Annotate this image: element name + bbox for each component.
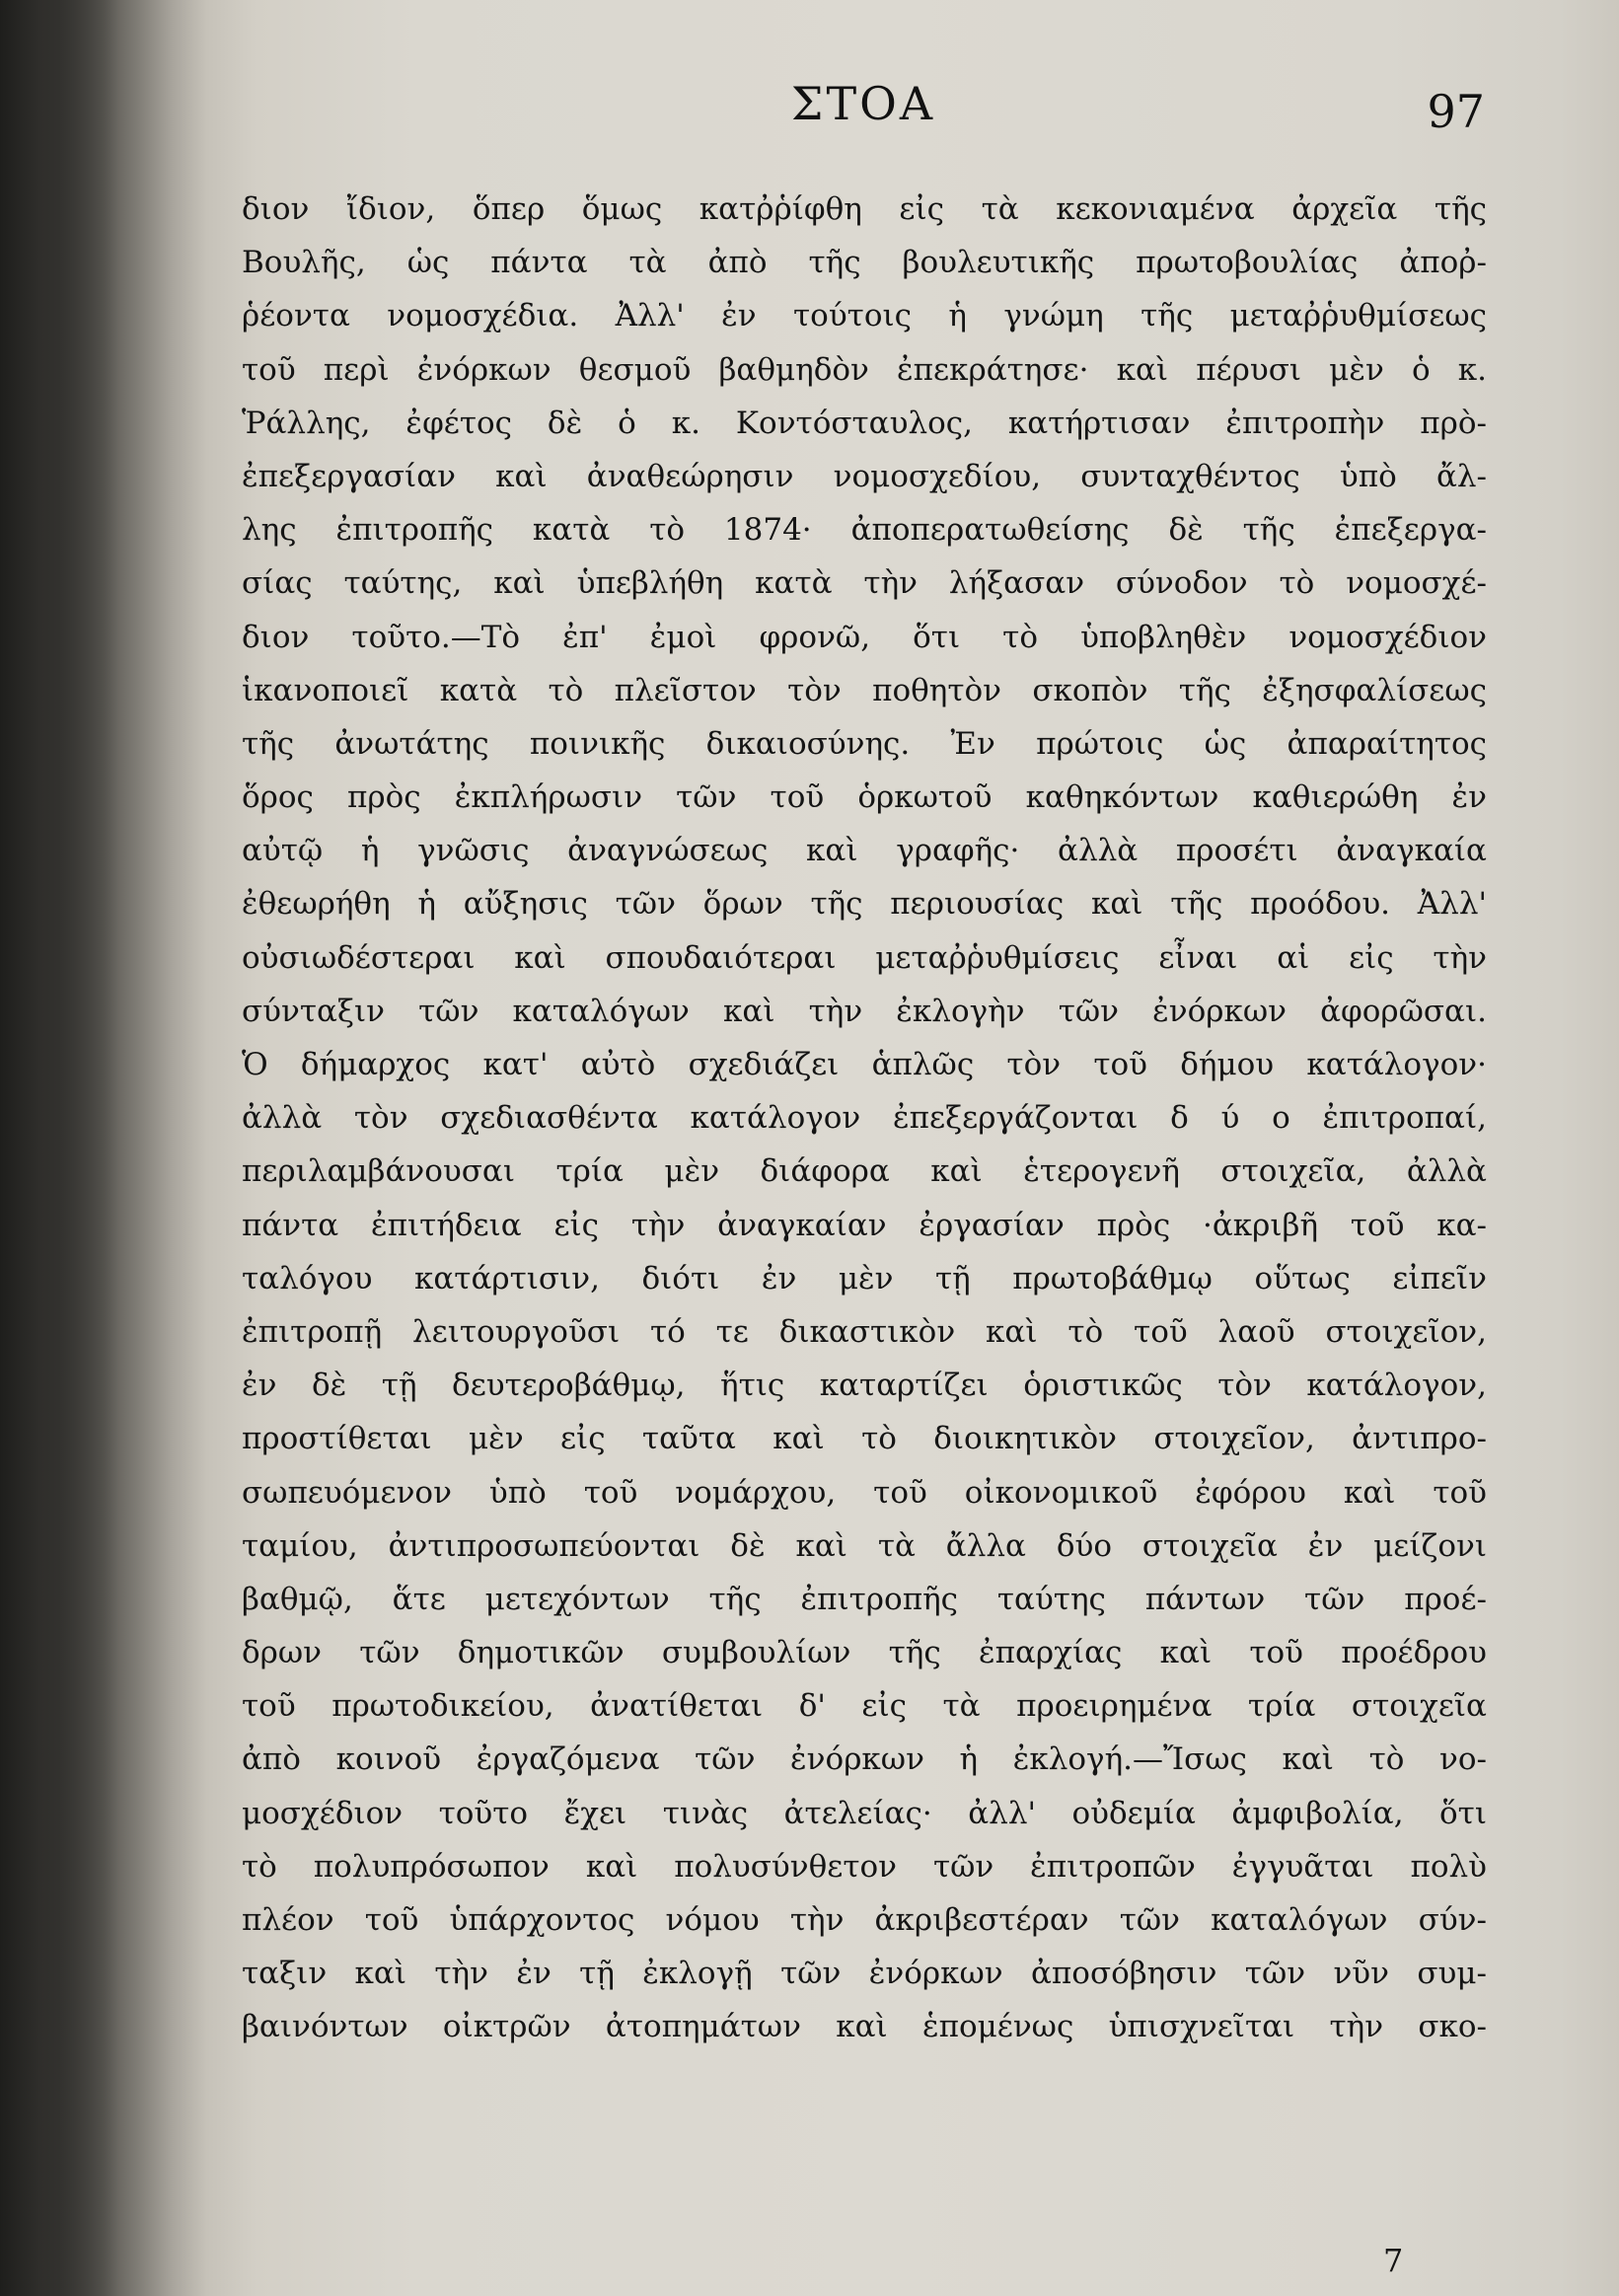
text-line: ταξιν καὶ τὴν ἐν τῇ ἐκλογῇ τῶν ἐνόρκων ἀποσόβησιν τῶν νῦν συμ- — [242, 1956, 1487, 1992]
text-line: τοῦ περὶ ἐνόρκων θεσμοῦ βαθμηδὸν ἐπεκράτησε· καὶ πέρυσι μὲν ὁ κ. — [242, 351, 1487, 388]
text-line: τῆς ἀνωτάτης ποινικῆς δικαιοσύνης. Ἐν πρώτοις ὡς ἀπαραίτητος — [242, 725, 1487, 762]
text-line: σύνταξιν τῶν καταλόγων καὶ τὴν ἐκλογὴν τῶν ἐνόρκων ἀφορῶσαι. — [242, 993, 1487, 1029]
text-line: Βουλῆς, ὡς πάντα τὰ ἀπὸ τῆς βουλευτικῆς πρωτοβουλίας ἀποῤ- — [242, 245, 1487, 281]
text-line: Ῥάλλης, ἐφέτος δὲ ὁ κ. Κοντόσταυλος, κατήρτισαν ἐπιτροπὴν πρὸ- — [242, 405, 1487, 441]
text-line: περιλαμβάνουσαι τρία μὲν διάφορα καὶ ἑτερογενῆ στοιχεῖα, ἀλλὰ — [242, 1153, 1487, 1190]
text-line: τοῦ πρωτοδικείου, ἀνατίθεται δ' εἰς τὰ προειρημένα τρία στοιχεῖα — [242, 1688, 1487, 1725]
text-line: ἱκανοποιεῖ κατὰ τὸ πλεῖστον τὸν ποθητὸν σκοπὸν τῆς ἐξησφαλίσεως — [242, 672, 1487, 708]
binding-shadow — [0, 0, 118, 2296]
text-line: ὅρος πρὸς ἐκπλήρωσιν τῶν τοῦ ὁρκωτοῦ καθηκόντων καθιερώθη ἐν — [242, 779, 1487, 816]
text-line: ἐν δὲ τῇ δευτεροβάθμῳ, ἥτις καταρτίζει ὁριστικῶς τὸν κατάλογον, — [242, 1368, 1487, 1404]
text-line: σίας ταύτης, καὶ ὑπεβλήθη κατὰ τὴν λήξασαν σύνοδον τὸ νομοσχέ- — [242, 565, 1487, 602]
page-header — [242, 77, 1485, 146]
text-line: λης ἐπιτροπῆς κατὰ τὸ 1874· ἀποπερατωθείσης δὲ τῆς ἐπεξεργα- — [242, 512, 1487, 549]
text-line: μοσχέδιον τοῦτο ἔχει τινὰς ἀτελείας· ἀλλ' οὐδεμία ἀμφιβολία, ὅτι — [242, 1795, 1487, 1831]
text-line: ῥέοντα νομοσχέδια. Ἀλλ' ἐν τούτοις ἡ γνώμη τῆς μεταῤῥυθμίσεως — [242, 298, 1487, 334]
text-line: οὐσιωδέστεραι καὶ σπουδαιότεραι μεταῤῥυθμίσεις εἶναι αἱ εἰς τὴν — [242, 939, 1487, 976]
text-line: αὐτῷ ἡ γνῶσις ἀναγνώσεως καὶ γραφῆς· ἀλλὰ προσέτι ἀναγκαία — [242, 833, 1487, 869]
text-line: βαινόντων οἰκτρῶν ἀτοπημάτων καὶ ἑπομένως ὑπισχνεῖται τὴν σκο- — [242, 2009, 1487, 2045]
signature-mark: 7 — [1383, 2242, 1404, 2279]
text-line: Ὁ δήμαρχος κατ' αὐτὸ σχεδιάζει ἁπλῶς τὸν τοῦ δήμου κατάλογον· — [242, 1047, 1487, 1082]
text-line: δρων τῶν δημοτικῶν συμβουλίων τῆς ἐπαρχίας καὶ τοῦ προέδρου — [242, 1635, 1487, 1671]
text-line: ταμίου, ἀντιπροσωπεύονται δὲ καὶ τὰ ἄλλα δύο στοιχεῖα ἐν μείζονι — [242, 1527, 1487, 1564]
running-title: ΣΤΟΑ — [790, 77, 936, 130]
text-line: βαθμῷ, ἅτε μετεχόντων τῆς ἐπιτροπῆς ταύτης πάντων τῶν προέ- — [242, 1581, 1487, 1617]
body-text — [242, 183, 1487, 2054]
text-line: ἀλλὰ τὸν σχεδιασθέντα κατάλογον ἐπεξεργάζονται δ ύ ο ἐπιτροπαί, — [242, 1100, 1487, 1137]
text-line: ἐπιτροπῇ λειτουργοῦσι τό τε δικαστικὸν καὶ τὸ τοῦ λαοῦ στοιχεῖον, — [242, 1313, 1487, 1350]
text-line: ἀπὸ κοινοῦ ἐργαζόμενα τῶν ἐνόρκων ἡ ἐκλογή.—Ἴσως καὶ τὸ νο- — [242, 1741, 1487, 1778]
text-line: ἐθεωρήθη ἡ αὔξησις τῶν ὅρων τῆς περιουσίας καὶ τῆς προόδου. Ἀλλ' — [242, 886, 1487, 923]
text-line: ταλόγου κατάρτισιν, διότι ἐν μὲν τῇ πρωτοβάθμῳ οὕτως εἰπεῖν — [242, 1260, 1487, 1296]
text-line: σωπευόμενον ὑπὸ τοῦ νομάρχου, τοῦ οἰκονομικοῦ ἐφόρου καὶ τοῦ — [242, 1474, 1487, 1511]
text-line: προστίθεται μὲν εἰς ταῦτα καὶ τὸ διοικητικὸν στοιχεῖον, ἀντιπρο- — [242, 1421, 1487, 1457]
text-line: διον τοῦτο.—Τὸ ἐπ' ἐμοὶ φρονῶ, ὅτι τὸ ὑποβληθὲν νομοσχέδιον — [242, 619, 1487, 655]
text-line: πάντα ἐπιτήδεια εἰς τὴν ἀναγκαίαν ἐργασίαν πρὸς ·ἀκριβῆ τοῦ κα- — [242, 1207, 1487, 1243]
text-line: διον ἴδιον, ὅπερ ὅμως κατῤῥίφθη εἰς τὰ κεκονιαμένα ἀρχεῖα τῆς — [242, 191, 1487, 227]
text-line: τὸ πολυπρόσωπον καὶ πολυσύνθετον τῶν ἐπιτροπῶν ἐγγυᾶται πολὺ — [242, 1848, 1487, 1885]
text-line: ἐπεξεργασίαν καὶ ἀναθεώρησιν νομοσχεδίου, συνταχθέντος ὑπὸ ἄλ- — [242, 458, 1487, 494]
text-line: πλέον τοῦ ὑπάρχοντος νόμου τὴν ἀκριβεστέραν τῶν καταλόγων σύν- — [242, 1902, 1487, 1938]
page-number: 97 — [1427, 85, 1485, 138]
